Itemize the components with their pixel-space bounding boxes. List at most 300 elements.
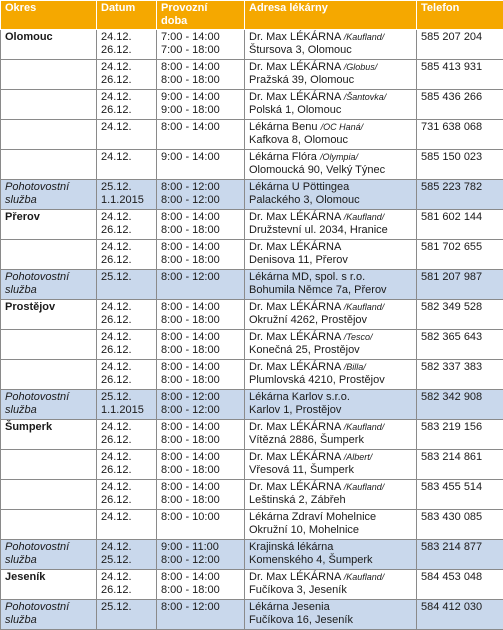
hours-value: 8:00 - 14:00 (161, 121, 240, 134)
phone-cell (417, 390, 503, 420)
pharmacy-location-tag: /OC Haná/ (321, 122, 364, 132)
phone-cell (417, 120, 503, 150)
district-name: Šumperk (5, 421, 52, 433)
emergency-label: služba (5, 284, 92, 297)
phone-value: 583 219 156 (421, 421, 482, 433)
emergency-row (1, 540, 503, 570)
pharmacy-name-line (249, 211, 412, 224)
hours-value: 8:00 - 14:00 (161, 571, 240, 584)
phone-cell (417, 360, 503, 390)
hours-cell (157, 180, 245, 210)
header-address: Adresa lékárny (245, 1, 417, 30)
emergency-label: služba (5, 554, 92, 567)
phone-value: 584 412 030 (421, 601, 482, 613)
hours-cell (157, 360, 245, 390)
pharmacy-name: Lékárna Benu (249, 121, 318, 133)
district-cell-empty (1, 60, 97, 90)
phone-cell (417, 30, 503, 60)
pharmacy-street: Fučíkova 16, Jeseník (249, 614, 412, 627)
date-value: 26.12. (101, 344, 152, 357)
pharmacy-name-line (249, 331, 412, 344)
address-cell (245, 30, 417, 60)
hours-value: 9:00 - 18:00 (161, 104, 240, 117)
phone-value: 585 207 204 (421, 31, 482, 43)
phone-cell (417, 150, 503, 180)
pharmacy-location-tag: /Kaufland/ (344, 482, 385, 492)
phone-value: 582 342 908 (421, 391, 482, 403)
hours-value: 8:00 - 18:00 (161, 464, 240, 477)
hours-cell (157, 450, 245, 480)
pharmacy-name: Dr. Max LÉKÁRNA (249, 61, 341, 73)
header-hours: Provozní doba (157, 1, 245, 30)
pharmacy-name: Dr. Max LÉKÁRNA (249, 361, 341, 373)
hours-cell (157, 300, 245, 330)
address-cell (245, 180, 417, 210)
date-value: 1.1.2015 (101, 194, 152, 207)
hours-value: 8:00 - 18:00 (161, 224, 240, 237)
pharmacy-street: Štursova 3, Olomouc (249, 44, 412, 57)
address-cell (245, 390, 417, 420)
date-value: 24.12. (101, 211, 152, 224)
date-cell (97, 30, 157, 60)
hours-cell (157, 120, 245, 150)
date-value: 24.12. (101, 241, 152, 254)
hours-value: 8:00 - 18:00 (161, 494, 240, 507)
pharmacy-street: Palackého 3, Olomouc (249, 194, 412, 207)
hours-value: 8:00 - 14:00 (161, 361, 240, 374)
date-value: 26.12. (101, 464, 152, 477)
hours-cell (157, 60, 245, 90)
pharmacy-name-line (249, 361, 412, 374)
pharmacy-name: Lékárna Jesenia (249, 601, 330, 613)
phone-cell (417, 60, 503, 90)
date-value: 24.12. (101, 301, 152, 314)
pharmacy-name-line (249, 511, 412, 524)
pharmacy-name: Lékárna Flóra (249, 151, 317, 163)
pharmacy-street: Okružní 10, Mohelnice (249, 524, 412, 537)
hours-cell (157, 540, 245, 570)
pharmacy-street: Denisova 11, Přerov (249, 254, 412, 267)
date-value: 1.1.2015 (101, 404, 152, 417)
pharmacy-street: Bohumila Němce 7a, Přerov (249, 284, 412, 297)
address-cell (245, 120, 417, 150)
date-cell (97, 360, 157, 390)
pharmacy-name: Lékárna MD, spol. s r.o. (249, 271, 365, 283)
pharmacy-name-line (249, 391, 412, 404)
pharmacy-street: Leštinská 2, Zábřeh (249, 494, 412, 507)
date-value: 24.12. (101, 91, 152, 104)
phone-value: 581 602 144 (421, 211, 482, 223)
address-cell (245, 270, 417, 300)
hours-cell (157, 270, 245, 300)
hours-value: 8:00 - 18:00 (161, 374, 240, 387)
phone-cell (417, 330, 503, 360)
table-row (1, 120, 503, 150)
district-cell-empty (1, 150, 97, 180)
date-cell (97, 510, 157, 540)
district-cell-empty (1, 120, 97, 150)
date-cell (97, 210, 157, 240)
date-value: 24.12. (101, 331, 152, 344)
hours-value: 8:00 - 14:00 (161, 331, 240, 344)
phone-value: 585 150 023 (421, 151, 482, 163)
phone-value: 585 223 782 (421, 181, 482, 193)
pharmacy-location-tag: /Albert/ (344, 452, 373, 462)
header-district: Okres (1, 1, 97, 30)
hours-value: 8:00 - 14:00 (161, 301, 240, 314)
emergency-label: Pohotovostní (5, 601, 92, 614)
address-cell (245, 150, 417, 180)
table-row (1, 480, 503, 510)
date-value: 25.12. (101, 271, 152, 284)
emergency-label-cell (1, 180, 97, 210)
pharmacy-street: Družstevní ul. 2034, Hranice (249, 224, 412, 237)
hours-value: 8:00 - 18:00 (161, 74, 240, 87)
date-cell (97, 120, 157, 150)
date-cell (97, 390, 157, 420)
address-cell (245, 600, 417, 630)
emergency-label-cell (1, 270, 97, 300)
pharmacy-street: Kafkova 8, Olomouc (249, 134, 412, 147)
hours-value: 8:00 - 18:00 (161, 254, 240, 267)
phone-cell (417, 210, 503, 240)
hours-value: 7:00 - 18:00 (161, 44, 240, 57)
date-cell (97, 270, 157, 300)
district-cell-empty (1, 240, 97, 270)
date-value: 24.12. (101, 151, 152, 164)
date-value: 26.12. (101, 374, 152, 387)
date-cell (97, 600, 157, 630)
pharmacy-name-line (249, 31, 412, 44)
pharmacy-name-line (249, 61, 412, 74)
pharmacy-name-line (249, 121, 412, 134)
date-value: 26.12. (101, 584, 152, 597)
hours-value: 8:00 - 12:00 (161, 194, 240, 207)
district-cell-empty (1, 450, 97, 480)
date-cell (97, 300, 157, 330)
hours-value: 8:00 - 14:00 (161, 211, 240, 224)
pharmacy-street: Konečná 25, Prostějov (249, 344, 412, 357)
phone-cell (417, 180, 503, 210)
hours-cell (157, 150, 245, 180)
phone-cell (417, 90, 503, 120)
emergency-label: Pohotovostní (5, 541, 92, 554)
phone-cell (417, 270, 503, 300)
hours-cell (157, 570, 245, 600)
address-cell (245, 540, 417, 570)
pharmacy-name-line (249, 451, 412, 464)
date-value: 26.12. (101, 104, 152, 117)
table-row (1, 300, 503, 330)
pharmacy-name-line (249, 91, 412, 104)
date-value: 24.12. (101, 31, 152, 44)
phone-value: 583 214 877 (421, 541, 482, 553)
table-body (1, 30, 503, 630)
address-cell (245, 60, 417, 90)
address-cell (245, 330, 417, 360)
header-date: Datum (97, 1, 157, 30)
district-name: Prostějov (5, 301, 55, 313)
pharmacy-street: Karlov 1, Prostějov (249, 404, 412, 417)
pharmacy-name: Dr. Max LÉKÁRNA (249, 91, 341, 103)
date-value: 26.12. (101, 224, 152, 237)
hours-value: 8:00 - 18:00 (161, 584, 240, 597)
district-name: Přerov (5, 211, 40, 223)
emergency-row (1, 180, 503, 210)
address-cell (245, 90, 417, 120)
address-cell (245, 420, 417, 450)
emergency-label-cell (1, 390, 97, 420)
hours-cell (157, 600, 245, 630)
pharmacy-name: Dr. Max LÉKÁRNA (249, 331, 341, 343)
pharmacy-name: Dr. Max LÉKÁRNA (249, 31, 341, 43)
date-cell (97, 570, 157, 600)
pharmacy-location-tag: /Kaufland/ (344, 212, 385, 222)
phone-value: 583 430 085 (421, 511, 482, 523)
district-cell-empty (1, 360, 97, 390)
pharmacy-street: Vítězná 2886, Šumperk (249, 434, 412, 447)
date-cell (97, 540, 157, 570)
phone-cell (417, 450, 503, 480)
emergency-row (1, 390, 503, 420)
phone-cell (417, 480, 503, 510)
address-cell (245, 570, 417, 600)
phone-value: 581 702 655 (421, 241, 482, 253)
date-value: 26.12. (101, 254, 152, 267)
pharmacy-name-line (249, 541, 412, 554)
pharmacy-name: Lékárna Karlov s.r.o. (249, 391, 350, 403)
district-name: Olomouc (5, 31, 53, 43)
pharmacy-name: Dr. Max LÉKÁRNA (249, 301, 341, 313)
date-value: 26.12. (101, 74, 152, 87)
phone-value: 583 214 861 (421, 451, 482, 463)
date-cell (97, 240, 157, 270)
pharmacy-location-tag: /Kaufland/ (344, 32, 385, 42)
address-cell (245, 360, 417, 390)
address-cell (245, 210, 417, 240)
district-cell-empty (1, 510, 97, 540)
emergency-label: Pohotovostní (5, 181, 92, 194)
date-value: 26.12. (101, 434, 152, 447)
phone-cell (417, 570, 503, 600)
emergency-label: služba (5, 404, 92, 417)
date-cell (97, 480, 157, 510)
district-cell (1, 570, 97, 600)
hours-value: 8:00 - 14:00 (161, 481, 240, 494)
emergency-label: Pohotovostní (5, 391, 92, 404)
table-row (1, 60, 503, 90)
district-cell-empty (1, 90, 97, 120)
phone-cell (417, 540, 503, 570)
pharmacy-street: Fučíkova 3, Jeseník (249, 584, 412, 597)
phone-value: 581 207 987 (421, 271, 482, 283)
pharmacy-name: Dr. Max LÉKÁRNA (249, 451, 341, 463)
date-cell (97, 180, 157, 210)
hours-value: 8:00 - 10:00 (161, 511, 240, 524)
district-cell (1, 300, 97, 330)
phone-value: 585 413 931 (421, 61, 482, 73)
emergency-label-cell (1, 600, 97, 630)
pharmacy-location-tag: /Kaufland/ (344, 422, 385, 432)
table-row (1, 330, 503, 360)
phone-value: 582 365 643 (421, 331, 482, 343)
date-value: 24.12. (101, 541, 152, 554)
pharmacy-name-line (249, 571, 412, 584)
pharmacy-location-tag: /Olympia/ (320, 152, 358, 162)
hours-cell (157, 510, 245, 540)
hours-cell (157, 30, 245, 60)
pharmacy-street: Pražská 39, Olomouc (249, 74, 412, 87)
address-cell (245, 240, 417, 270)
date-value: 25.12. (101, 601, 152, 614)
date-value: 24.12. (101, 121, 152, 134)
emergency-row (1, 270, 503, 300)
emergency-label: služba (5, 194, 92, 207)
date-value: 24.12. (101, 481, 152, 494)
pharmacy-name-line (249, 601, 412, 614)
table-row (1, 210, 503, 240)
phone-value: 584 453 048 (421, 571, 482, 583)
date-value: 24.12. (101, 571, 152, 584)
pharmacy-location-tag: /Tesco/ (344, 332, 373, 342)
pharmacy-location-tag: /Billa/ (344, 362, 366, 372)
date-value: 26.12. (101, 44, 152, 57)
header-phone: Telefon (417, 1, 503, 30)
pharmacy-location-tag: /Kaufland/ (344, 572, 385, 582)
hours-cell (157, 210, 245, 240)
pharmacy-street: Olomoucká 90, Velký Týnec (249, 164, 412, 177)
hours-value: 8:00 - 12:00 (161, 391, 240, 404)
date-value: 24.12. (101, 361, 152, 374)
hours-value: 8:00 - 14:00 (161, 421, 240, 434)
hours-value: 9:00 - 14:00 (161, 91, 240, 104)
hours-value: 8:00 - 12:00 (161, 271, 240, 284)
pharmacy-street: Plumlovská 4210, Prostějov (249, 374, 412, 387)
pharmacy-name-line (249, 151, 412, 164)
pharmacy-name: Dr. Max LÉKÁRNA (249, 211, 341, 223)
date-cell (97, 330, 157, 360)
table-row (1, 360, 503, 390)
table-row (1, 570, 503, 600)
date-cell (97, 420, 157, 450)
phone-cell (417, 420, 503, 450)
hours-value: 8:00 - 18:00 (161, 314, 240, 327)
district-cell-empty (1, 480, 97, 510)
hours-value: 8:00 - 18:00 (161, 344, 240, 357)
pharmacy-street: Komenského 4, Šumperk (249, 554, 412, 567)
table-row (1, 30, 503, 60)
pharmacy-name-line (249, 421, 412, 434)
district-cell-empty (1, 330, 97, 360)
phone-value: 585 436 266 (421, 91, 482, 103)
hours-value: 8:00 - 14:00 (161, 61, 240, 74)
pharmacy-name-line (249, 241, 412, 254)
phone-cell (417, 600, 503, 630)
phone-value: 582 349 528 (421, 301, 482, 313)
pharmacy-name: Lékárna Zdraví Mohelnice (249, 511, 376, 523)
phone-value: 582 337 383 (421, 361, 482, 373)
table-row (1, 150, 503, 180)
hours-value: 9:00 - 14:00 (161, 151, 240, 164)
emergency-label: Pohotovostní (5, 271, 92, 284)
district-cell (1, 420, 97, 450)
hours-cell (157, 480, 245, 510)
table-row (1, 510, 503, 540)
address-cell (245, 510, 417, 540)
date-value: 25.12. (101, 554, 152, 567)
district-cell (1, 30, 97, 60)
table-row (1, 450, 503, 480)
date-cell (97, 450, 157, 480)
phone-cell (417, 240, 503, 270)
table-row (1, 240, 503, 270)
pharmacy-name: Krajinská lékárna (249, 541, 333, 553)
hours-value: 8:00 - 14:00 (161, 241, 240, 254)
date-value: 24.12. (101, 511, 152, 524)
address-cell (245, 450, 417, 480)
phone-cell (417, 510, 503, 540)
hours-value: 8:00 - 14:00 (161, 451, 240, 464)
hours-value: 8:00 - 18:00 (161, 434, 240, 447)
table-row (1, 90, 503, 120)
date-value: 26.12. (101, 494, 152, 507)
date-value: 25.12. (101, 181, 152, 194)
hours-cell (157, 390, 245, 420)
pharmacy-name-line (249, 181, 412, 194)
hours-cell (157, 330, 245, 360)
header-row (1, 1, 503, 30)
pharmacy-name: Dr. Max LÉKÁRNA (249, 571, 341, 583)
pharmacy-name: Dr. Max LÉKÁRNA (249, 421, 341, 433)
pharmacy-location-tag: /Šantovka/ (344, 92, 387, 102)
phone-value: 731 638 068 (421, 121, 482, 133)
pharmacy-street: Okružní 4262, Prostějov (249, 314, 412, 327)
date-cell (97, 90, 157, 120)
pharmacy-location-tag: /Kaufland/ (344, 302, 385, 312)
district-name: Jeseník (5, 571, 45, 583)
date-value: 26.12. (101, 314, 152, 327)
hours-value: 8:00 - 12:00 (161, 181, 240, 194)
emergency-label: služba (5, 614, 92, 627)
pharmacy-name-line (249, 481, 412, 494)
date-cell (97, 60, 157, 90)
pharmacy-name: Dr. Max LÉKÁRNA (249, 241, 341, 253)
emergency-row (1, 600, 503, 630)
hours-cell (157, 90, 245, 120)
hours-value: 8:00 - 12:00 (161, 554, 240, 567)
pharmacy-name: Lékárna U Pöttingea (249, 181, 349, 193)
phone-cell (417, 300, 503, 330)
hours-value: 8:00 - 12:00 (161, 601, 240, 614)
date-value: 24.12. (101, 421, 152, 434)
pharmacy-location-tag: /Globus/ (344, 62, 378, 72)
address-cell (245, 480, 417, 510)
table-row (1, 420, 503, 450)
hours-cell (157, 420, 245, 450)
hours-value: 7:00 - 14:00 (161, 31, 240, 44)
hours-cell (157, 240, 245, 270)
pharmacy-street: Polská 1, Olomouc (249, 104, 412, 117)
emergency-label-cell (1, 540, 97, 570)
hours-value: 9:00 - 11:00 (161, 541, 240, 554)
date-value: 24.12. (101, 451, 152, 464)
date-cell (97, 150, 157, 180)
pharmacy-name: Dr. Max LÉKÁRNA (249, 481, 341, 493)
district-cell (1, 210, 97, 240)
date-value: 24.12. (101, 61, 152, 74)
address-cell (245, 300, 417, 330)
hours-value: 8:00 - 12:00 (161, 404, 240, 417)
